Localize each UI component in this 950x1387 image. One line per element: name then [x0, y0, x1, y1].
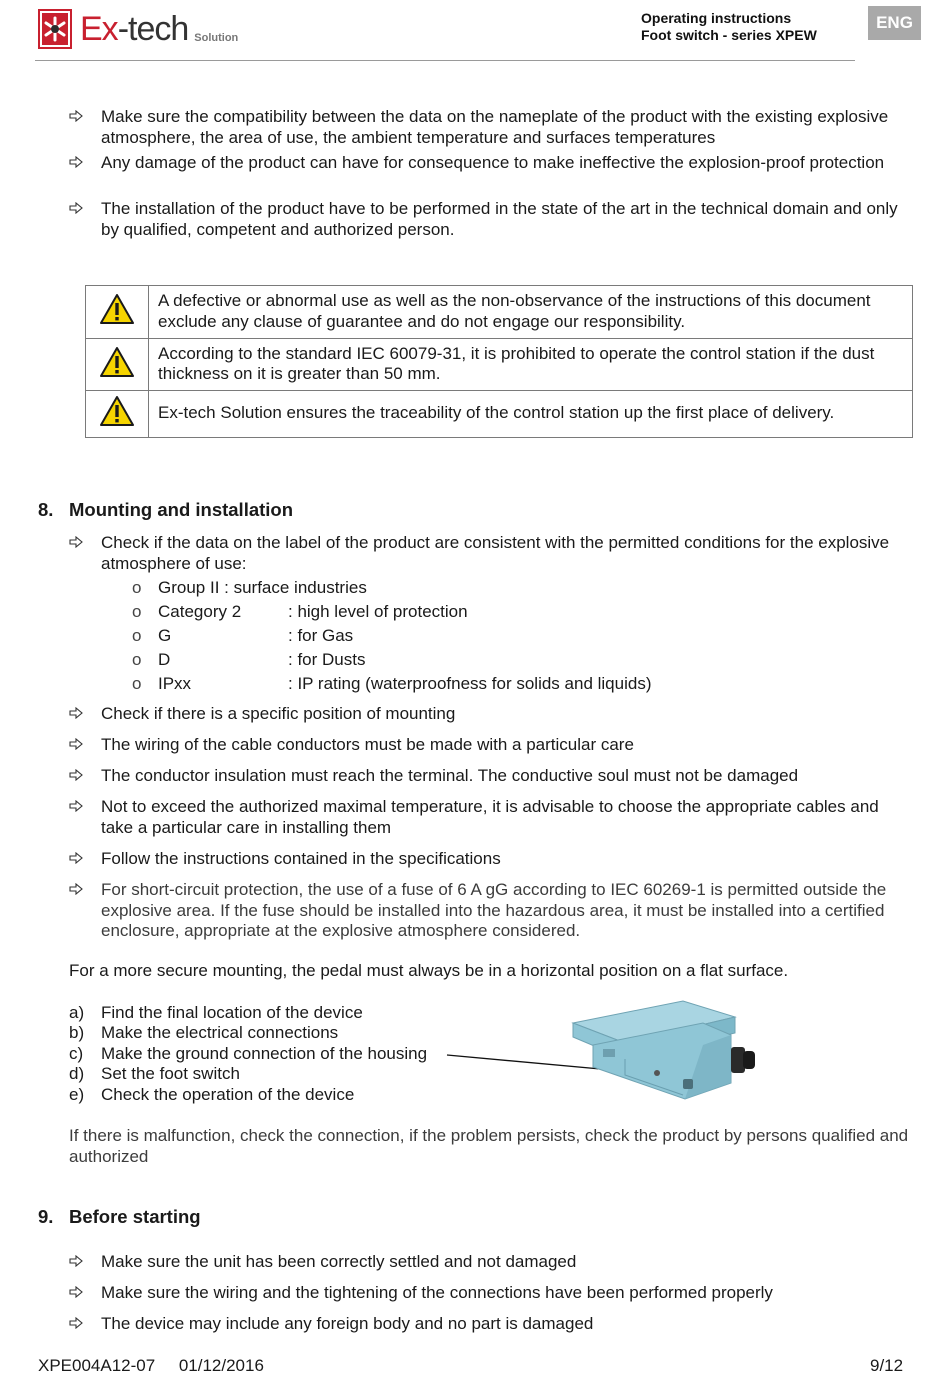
warning-text: According to the standard IEC 60079-31, it is prohibited to operate the control station if the dust thickness on it is greater than 50 mm.	[149, 339, 913, 391]
arrow-bullet-icon	[69, 704, 101, 724]
malfunction-note: If there is malfunction, check the connection, if the problem persists, check the product by persons qualified and authorized	[69, 1126, 909, 1166]
warning-icon-cell	[86, 391, 149, 438]
foot-switch-illustration	[563, 995, 763, 1105]
arrow-bullet-icon	[69, 766, 101, 786]
arrow-bullet-icon	[69, 1314, 101, 1334]
atmosphere-sub-item: o IPxx : IP rating (waterproofness for solids and liquids)	[132, 674, 652, 693]
logo-wordmark: Ex-tech	[80, 10, 189, 48]
section-title: Before starting	[69, 1206, 201, 1227]
arrow-bullet-icon	[69, 797, 101, 817]
arrow-bullet-icon	[69, 735, 101, 755]
document-date: 01/12/2016	[178, 1356, 264, 1375]
installation-step: e) Check the operation of the device	[69, 1085, 355, 1104]
section-heading-before-starting	[38, 1207, 201, 1228]
circle-bullet-icon: o	[132, 626, 142, 645]
atmosphere-sub-item: o Category 2 : high level of protection	[132, 602, 468, 621]
page-number: 9/12	[870, 1356, 904, 1375]
section-title: Mounting and installation	[69, 499, 294, 520]
starting-bullet: The device may include any foreign body and no part is damaged	[69, 1314, 914, 1335]
arrow-bullet-icon	[69, 849, 101, 869]
intro-bullet: The installation of the product have to be performed in the state of the art in the technical domain and only by qualified, competent and authorized person.	[69, 199, 914, 240]
mounting-note: For a more secure mounting, the pedal must always be in a horizontal position on a flat surface.	[69, 961, 789, 980]
section-number: 8.	[38, 499, 54, 520]
warning-row	[86, 339, 913, 391]
installation-step: a) Find the final location of the device	[69, 1003, 363, 1022]
section-heading-mounting	[38, 500, 293, 521]
document-title	[641, 10, 817, 44]
mounting-bullet: Check if there is a specific position of mounting	[69, 704, 914, 725]
installation-step: b) Make the electrical connections	[69, 1023, 339, 1042]
document-reference: XPE004A12-07	[38, 1356, 156, 1375]
mounting-bullet: The conductor insulation must reach the terminal. The conductive soul must not be damaged	[69, 766, 914, 787]
arrow-bullet-icon	[69, 1283, 101, 1303]
footer-reference	[38, 1356, 264, 1377]
section-number: 9.	[38, 1206, 54, 1227]
mounting-bullet: Not to exceed the authorized maximal temperature, it is advisable to choose the appropriate cables and take a particular care in installing them	[69, 797, 914, 838]
mounting-bullet: Check if the data on the label of the product are consistent with the permitted conditions for the explosive atmosphere of use:	[69, 533, 914, 574]
warning-icon-cell	[86, 339, 149, 391]
warning-table	[85, 285, 913, 438]
atmosphere-sub-item: o G : for Gas	[132, 626, 354, 645]
installation-step: d) Set the foot switch	[69, 1064, 240, 1083]
circle-bullet-icon: o	[132, 674, 142, 693]
warning-text: A defective or abnormal use as well as the non-observance of the instructions of this document exclude any clause of guarantee and do not engage our responsibility.	[149, 286, 913, 339]
arrow-bullet-icon	[69, 153, 101, 173]
atmosphere-sub-item: o Group II : surface industries	[132, 578, 367, 597]
language-badge: ENG	[868, 6, 921, 40]
document-title-line2: Foot switch - series XPEW	[641, 27, 817, 43]
arrow-bullet-icon	[69, 880, 101, 900]
cable-gland-icon	[731, 1047, 755, 1073]
starting-bullet: Make sure the unit has been correctly settled and not damaged	[69, 1252, 914, 1273]
logo-emblem-icon	[38, 9, 72, 49]
arrow-bullet-icon	[69, 533, 101, 553]
warning-row	[86, 391, 913, 438]
atmosphere-sub-item: o D : for Dusts	[132, 650, 366, 669]
mounting-bullet: For short-circuit protection, the use of a fuse of 6 A gG according to IEC 60269-1 is permitted outside the explosive area. If the fuse should be installed into the hazardous area, it must be installed into a certified enclosure, appropriate at the explosive atmosphere considered.	[69, 880, 914, 942]
arrow-bullet-icon	[69, 199, 101, 219]
arrow-bullet-icon	[69, 107, 101, 127]
intro-bullet: Any damage of the product can have for consequence to make ineffective the explosion-proof protection	[69, 153, 914, 174]
warning-triangle-icon	[99, 346, 135, 378]
intro-bullet: Make sure the compatibility between the data on the nameplate of the product with the existing explosive atmosphere, the area of use, the ambient temperature and surfaces temperatures	[69, 107, 914, 148]
warning-triangle-icon	[99, 395, 135, 427]
warning-icon-cell	[86, 286, 149, 339]
circle-bullet-icon: o	[132, 578, 142, 597]
starting-bullet: Make sure the wiring and the tightening of the connections have been performed properly	[69, 1283, 914, 1304]
header-divider	[35, 60, 855, 61]
circle-bullet-icon: o	[132, 650, 142, 669]
document-title-line1: Operating instructions	[641, 10, 792, 26]
circle-bullet-icon: o	[132, 602, 142, 621]
arrow-bullet-icon	[69, 1252, 101, 1272]
mounting-bullet: The wiring of the cable conductors must be made with a particular care	[69, 735, 914, 756]
warning-triangle-icon	[99, 293, 135, 325]
logo-subtitle: Solution	[194, 31, 239, 44]
warning-row	[86, 286, 913, 339]
mounting-bullet: Follow the instructions contained in the specifications	[69, 849, 914, 870]
warning-text: Ex-tech Solution ensures the traceability of the control station up the first place of delivery.	[149, 391, 913, 438]
installation-step: c) Make the ground connection of the housing	[69, 1044, 428, 1063]
company-logo	[38, 8, 238, 50]
